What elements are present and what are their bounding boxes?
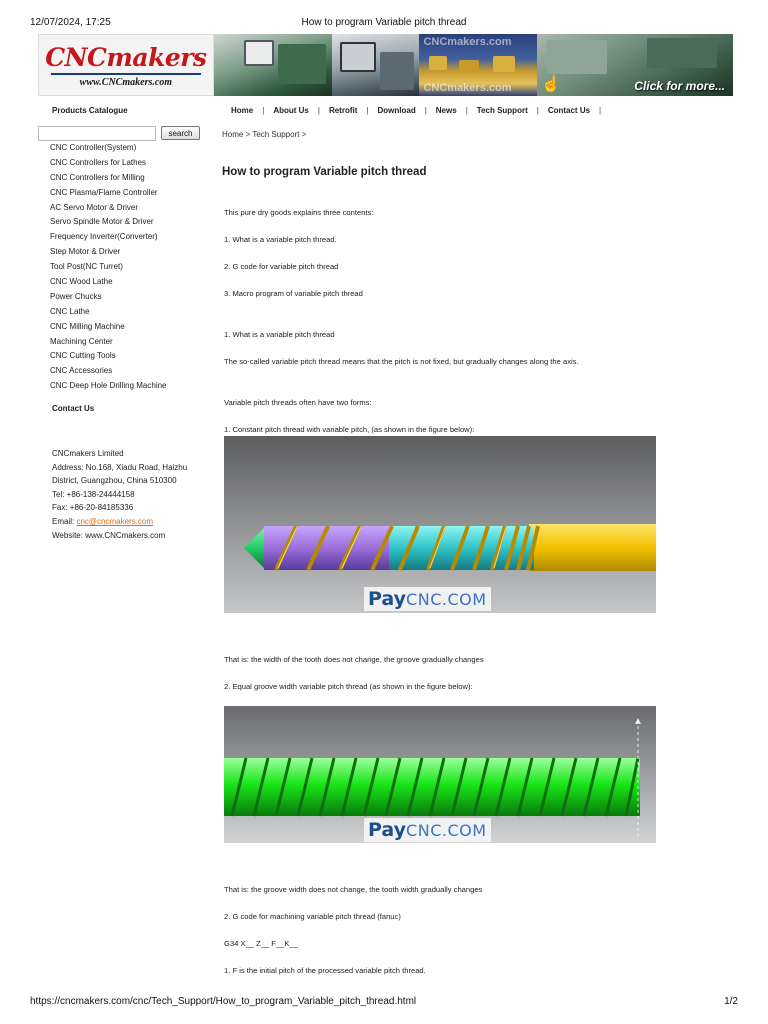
category-link[interactable]: CNC Controllers for Milling	[50, 172, 145, 182]
forms-intro: Variable pitch threads often have two forms:	[224, 398, 372, 407]
machine-body-shape-2	[380, 52, 414, 90]
contact-us-heading: Contact Us	[52, 404, 95, 413]
lathe-shape	[547, 40, 607, 74]
article-title: How to program Variable pitch thread	[222, 166, 427, 178]
control-panel-shape	[244, 40, 274, 66]
paycnc-pay-text: Pay	[368, 588, 407, 610]
nav-item-news[interactable]: News	[435, 106, 457, 115]
contact-email-row	[52, 515, 187, 529]
banner-photo-servo-products	[419, 34, 537, 96]
print-page-number: 1/2	[724, 996, 738, 1007]
nav-item-contact-us[interactable]: Contact Us	[547, 106, 591, 115]
category-link[interactable]: CNC Milling Machine	[50, 321, 125, 331]
nav-separator: |	[599, 106, 602, 115]
section1-heading: 1. What is a variable pitch thread	[224, 330, 335, 339]
search-input[interactable]	[38, 126, 156, 141]
category-link[interactable]: CNC Wood Lathe	[50, 277, 113, 287]
paycnc-watermark-2	[364, 818, 491, 842]
nav-item-home[interactable]: Home	[231, 106, 254, 115]
nav-separator: |	[317, 106, 320, 115]
article-intro: This pure dry goods explains three contents:	[224, 208, 374, 217]
toc-item-1: 1. What is a variable pitch thread.	[224, 235, 337, 244]
form2-heading: 2. Equal groove width variable pitch thread (as shown in the figure below):	[224, 682, 473, 691]
f-parameter-note: 1. F is the initial pitch of the processed variable pitch thread.	[224, 966, 426, 975]
banner-watermark-top: CNCmakers.com	[423, 36, 512, 48]
banner-photo-cnc-lathe	[214, 34, 332, 96]
mill-shape	[647, 38, 717, 68]
nav-item-tech-support[interactable]: Tech Support	[476, 106, 528, 115]
category-list	[50, 142, 167, 395]
figure-equal-groove-thread	[224, 706, 656, 843]
servo-motor-shape-2	[459, 60, 479, 72]
nav-separator: |	[536, 106, 539, 115]
print-title: How to program Variable pitch thread	[301, 17, 467, 28]
category-link[interactable]: CNC Cutting Tools	[50, 351, 116, 361]
nav-item-download[interactable]: Download	[377, 106, 416, 115]
category-link[interactable]: CNC Accessories	[50, 366, 113, 376]
print-footer	[30, 996, 738, 1010]
contact-info	[52, 447, 187, 542]
contact-address-line1: Address: No.168, Xiadu Road, Haizhu	[52, 462, 188, 472]
print-header	[30, 17, 738, 31]
category-link[interactable]: CNC Deep Hole Drilling Machine	[50, 381, 167, 391]
contact-website: Website: www.CNCmakers.com	[52, 530, 166, 540]
servo-motor-shape-3	[493, 56, 515, 72]
contact-company: CNCmakers Limited	[52, 449, 124, 458]
nav-separator: |	[465, 106, 468, 115]
paycnc-watermark-1	[364, 587, 491, 611]
section2-heading: 2. G code for machining variable pitch thread (fanuc)	[224, 912, 401, 921]
site-logo[interactable]	[38, 34, 214, 96]
logo-text: CNCmakers	[45, 42, 207, 72]
toc-item-3: 3. Macro program of variable pitch thread	[224, 289, 363, 298]
section1-text: The so-called variable pitch thread means that the pitch is not fixed, but gradually changes along the axis.	[224, 357, 579, 366]
category-link[interactable]: CNC Controller(System)	[50, 143, 137, 152]
figure-constant-pitch-thread	[224, 436, 656, 613]
category-link[interactable]: Tool Post(NC Turret)	[50, 262, 123, 272]
site-banner	[38, 34, 733, 96]
paycnc-cnc-text-2: CNC.COM	[406, 820, 487, 840]
contact-email-link[interactable]: cnc@cncmakers.com	[76, 516, 154, 526]
banner-photo-click-more[interactable]	[537, 34, 733, 96]
contact-fax: Fax: +86-20-84185336	[52, 503, 134, 513]
logo-url-text: www.CNCmakers.com	[79, 76, 173, 88]
contact-address-line2: District, Guangzhou, China 510300	[52, 476, 177, 486]
machine-body-shape	[278, 44, 326, 84]
logo-underline	[51, 73, 201, 75]
form1-caption: That is: the width of the tooth does not change, the groove gradually changes	[224, 655, 484, 664]
form2-caption: That is: the groove width does not change, the tooth width gradually changes	[224, 885, 483, 894]
breadcrumb: Home > Tech Support >	[222, 130, 307, 139]
contact-email-label: Email:	[52, 516, 77, 526]
main-nav	[222, 106, 601, 115]
form1-heading: 1. Constant pitch thread with variable pitch, (as shown in the figure below):	[224, 425, 475, 434]
paycnc-cnc-text: CNC.COM	[406, 589, 487, 609]
category-link[interactable]: Servo Spindle Motor & Driver	[50, 217, 154, 227]
toc-item-2: 2. G code for variable pitch thread	[224, 262, 339, 271]
nav-item-about-us[interactable]: About Us	[273, 106, 309, 115]
nav-separator: |	[424, 106, 427, 115]
category-link[interactable]: CNC Plasma/Flame Controller	[50, 187, 158, 197]
category-link[interactable]: Step Motor & Driver	[50, 247, 121, 257]
nav-item-retrofit[interactable]: Retrofit	[328, 106, 358, 115]
paycnc-pay-text-2: Pay	[368, 819, 407, 841]
category-link[interactable]: Frequency Inverter(Converter)	[50, 232, 158, 242]
products-catalogue-heading: Products Catalogue	[52, 106, 128, 115]
click-for-more-link[interactable]: Click for more...	[634, 79, 725, 93]
banner-watermark-bottom: CNCmakers.com	[423, 82, 512, 94]
banner-photo-machine-2	[332, 34, 420, 96]
category-link[interactable]: CNC Lathe	[50, 306, 90, 316]
category-link[interactable]: CNC Controllers for Lathes	[50, 157, 147, 167]
print-url: https://cncmakers.com/cnc/Tech_Support/How_to_program_Variable_pitch_thread.html	[30, 996, 417, 1007]
category-link[interactable]: Power Chucks	[50, 291, 102, 301]
contact-tel: Tel: +86-138-24444158	[52, 489, 135, 499]
nav-separator: |	[262, 106, 265, 115]
print-datetime: 12/07/2024, 17:25	[30, 17, 111, 28]
category-link[interactable]: Machining Center	[50, 336, 113, 346]
machine-screen-shape	[340, 42, 376, 72]
gcode-syntax: G34 X__ Z__ F__K__	[224, 939, 298, 948]
nav-separator: |	[366, 106, 369, 115]
servo-motor-shape	[429, 56, 447, 70]
search-button[interactable]: search	[161, 126, 200, 140]
category-link[interactable]: AC Servo Motor & Driver	[50, 202, 139, 212]
hand-cursor-icon: ☝	[541, 76, 562, 93]
